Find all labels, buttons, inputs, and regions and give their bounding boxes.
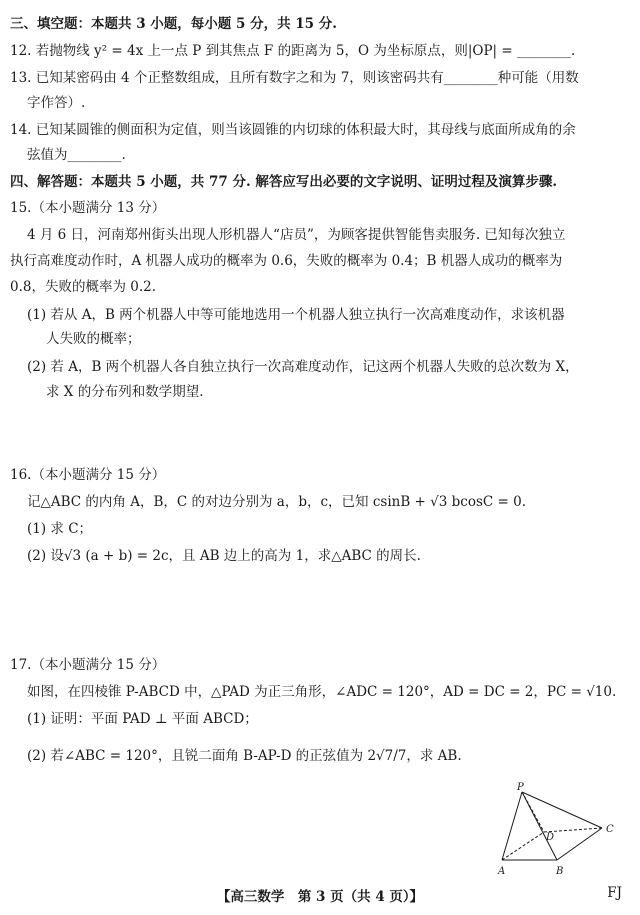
question-13-line1: 13. 已知某密码由 4 个正整数组成，且所有数字之和为 7，则该密码共有________种可能（用数 <box>10 70 579 86</box>
section4-heading: 四、解答题：本题共 5 小题，共 77 分. 解答应写出必要的文字说明、证明过程及演算步骤. <box>10 174 558 190</box>
label-P: P <box>517 782 524 793</box>
label-B: B <box>556 866 564 877</box>
question-14-line2: 弦值为________. <box>27 147 126 163</box>
question-12: 12. 若抛物线 y² = 4x 上一点 P 到其焦点 F 的距离为 5，O 为坐标原点，则|OP| = ________. <box>10 43 576 59</box>
edge-BC <box>557 828 602 860</box>
page-footer: 【高三数学 第 3 页（共 4 页）】 <box>216 889 424 905</box>
question-15-para2: 执行高难度动作时，A 机器人成功的概率为 0.6，失败的概率为 0.4；B 机器人成功的概率为 <box>10 253 563 269</box>
question-15-sub2-line1: (2) 若 A，B 两个机器人各自独立执行一次高难度动作，记这两个机器人失败的总次数为 X， <box>27 359 579 375</box>
label-C: C <box>606 824 614 835</box>
question-15-title: 15.（本小题满分 13 分） <box>10 200 166 216</box>
question-17-para: 如图，在四棱锥 P-ABCD 中，△PAD 为正三角形，∠ADC = 120°，AD = DC = 2，PC = √10. <box>27 684 617 700</box>
label-D: D <box>546 832 555 843</box>
question-15-sub1-line2: 人失败的概率； <box>46 331 141 347</box>
question-13-line2: 字作答）. <box>27 95 86 111</box>
label-A: A <box>498 866 506 877</box>
question-15-sub2-line2: 求 X 的分布列和数学期望. <box>46 384 204 400</box>
question-17-title: 17.（本小题满分 15 分） <box>10 657 166 673</box>
footer-code: FJ <box>607 885 622 901</box>
question-16-title: 16.（本小题满分 15 分） <box>10 467 166 483</box>
pyramid-figure <box>492 780 622 882</box>
question-17-sub2: (2) 若∠ABC = 120°，且锐二面角 B-AP-D 的正弦值为 2√7/7，求 AB. <box>27 748 462 764</box>
section3-heading: 三、填空题：本题共 3 小题，每小题 5 分，共 15 分. <box>10 16 337 32</box>
question-14-line1: 14. 已知某圆锥的侧面积为定值，则当该圆锥的内切球的体积最大时，其母线与底面所成角的余 <box>10 122 576 138</box>
question-15-sub1-line1: (1) 若从 A，B 两个机器人中等可能地选用一个机器人独立执行一次高难度动作，求该机器 <box>27 307 565 323</box>
edge-PA <box>502 792 522 860</box>
question-16-sub2: (2) 设√3 (a + b) = 2c，且 AB 边上的高为 1，求△ABC 的周长. <box>27 548 421 564</box>
edge-PC <box>522 792 602 828</box>
question-15-para3: 0.8，失败的概率为 0.2. <box>10 279 157 295</box>
question-16-para: 记△ABC 的内角 A，B，C 的对边分别为 a，b，c，已知 csinB + √3 bcosC = 0. <box>27 494 526 510</box>
question-15-para1: 4 月 6 日，河南郑州街头出现人形机器人“店员”，为顾客提供智能售卖服务. 已知每次独立 <box>27 227 566 243</box>
edge-PD <box>522 792 544 832</box>
question-16-sub1: (1) 求 C； <box>27 521 93 537</box>
question-17-sub1: (1) 证明：平面 PAD ⊥ 平面 ABCD； <box>27 711 258 727</box>
edge-AD <box>502 832 544 860</box>
